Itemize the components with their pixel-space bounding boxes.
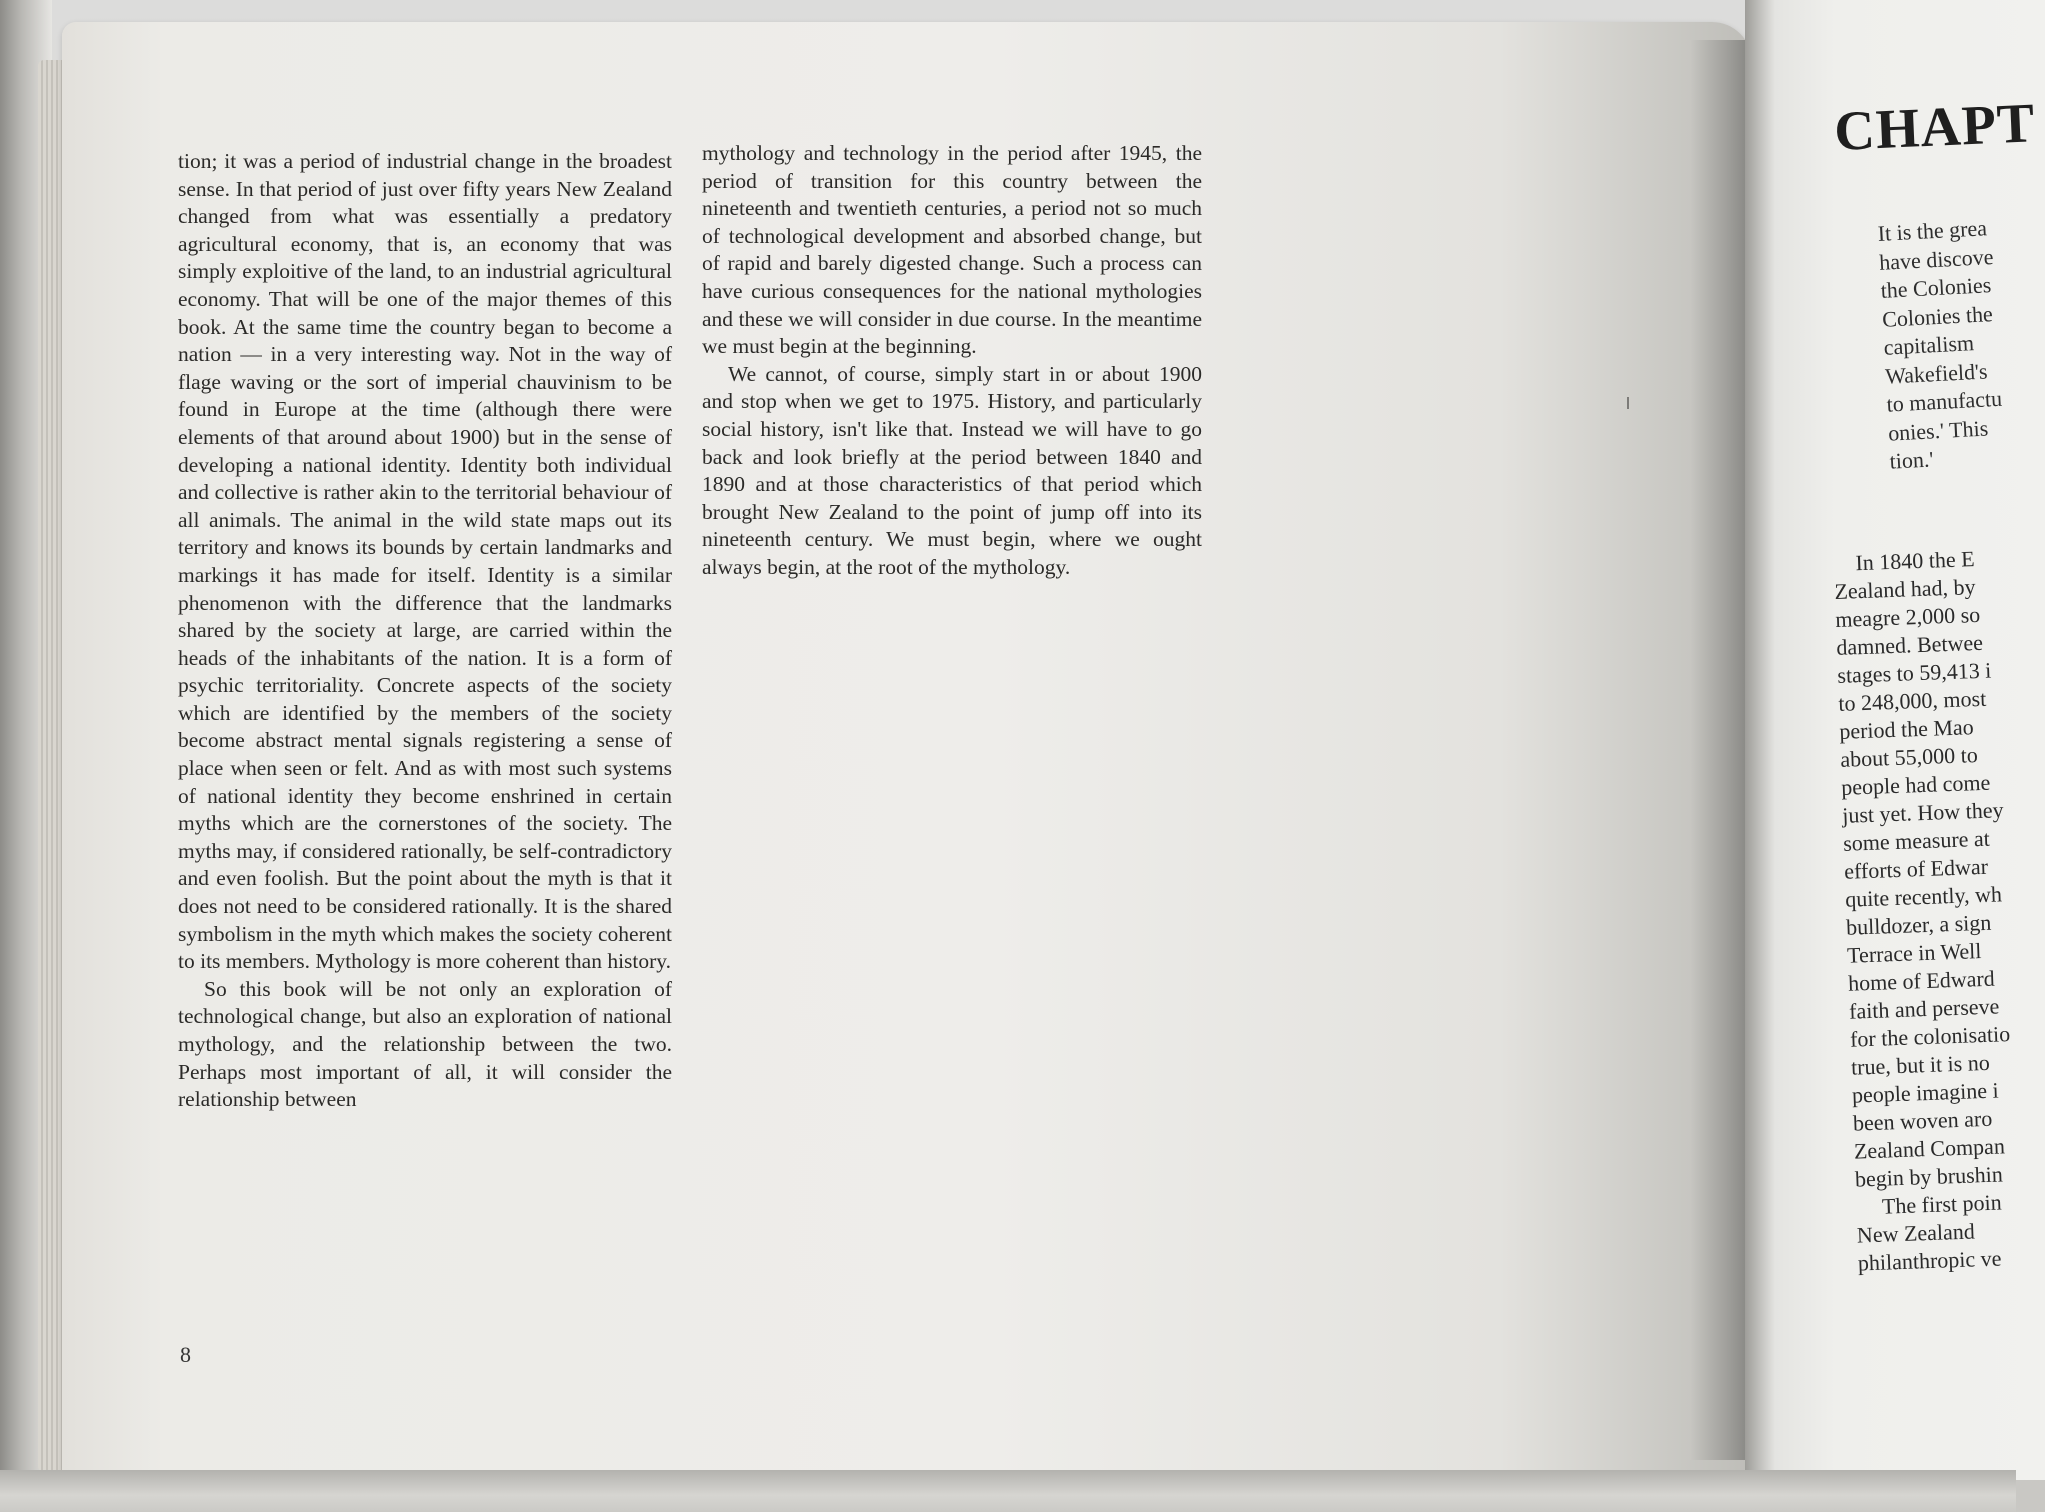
body-line: true, but it is no	[1850, 1049, 1991, 1080]
body-line: damned. Betwee	[1835, 629, 1984, 660]
paragraph: We cannot, of course, simply start in or about 1900 and stop when we get to 1975. History, and particularly social history, isn't like that. Instead we will have to go back and look briefly at the period between 1840 and 1890 and at those characteristics of that period which brought New Zealand to the point of jump off into its nineteenth century. We must begin, where we ought always begin, at the root of the mythology.	[702, 361, 1202, 579]
body-line: for the colonisatio	[1849, 1021, 2011, 1052]
text-column-1	[178, 148, 672, 1114]
body-line: stages to 59,413 i	[1836, 657, 1992, 688]
epigraph-line: Colonies the	[1881, 300, 1994, 332]
body-line: people had come	[1840, 769, 1991, 800]
epigraph-line: to manufactu	[1886, 385, 2003, 417]
body-line: New Zealand	[1856, 1218, 1976, 1248]
body-line: period the Mao	[1838, 714, 1975, 744]
epigraph-line: capitalism	[1883, 330, 1975, 360]
body-line: some measure at	[1842, 825, 1991, 856]
body-line: In 1840 the E	[1855, 546, 1975, 576]
paragraph: tion; it was a period of industrial change in the broadest sense. In that period of just over fifty years New Zealand changed from what was essentially a predatory agricultural economy, that is, an economy that was simply exploitive of the land, to an industrial agricultural economy. That will be one of the major themes of this book. At the same time the country began to become a nation — in a very interesting way. Not in the way of flage waving or the sort of imperial chauvinism to be found in Europe at the time (although there were elements of that around about 1900) but in the sense of developing a national identity. Identity both individual and collective is rather akin to the territorial behaviour of all animals. The animal in the wild state maps out its territory and knows its bounds by certain landmarks and markings it has made for itself. Identity is a similar phenomenon with the difference that the landmarks shared by the society at large, are carried within the heads of the inhabitants of the nation. It is a form of psychic territoriality. Concrete aspects of the society which are identified by the members of the society become abstract mental signals registering a sense of place when seen or felt. And as with most such systems of national identity they become enshrined in certain myths which are the cornerstones of the society. The myths may, if considered rationally, be self-contradictory and even foolish. But the point about the myth is that it does not need to be considered rationally. It is the shared symbolism in the myth which makes the society coherent to its members. Mythology is more coherent than history.	[178, 149, 672, 974]
body-line: been woven aro	[1852, 1105, 1993, 1136]
paragraph: So this book will be not only an exploration of technological change, but also an exploration of national mythology, and the relationship between the two. Perhaps most important of all, it will consider the relationship between	[178, 976, 672, 1112]
epigraph	[1877, 214, 2006, 476]
right-page	[1745, 0, 2045, 1480]
body-line: quite recently, wh	[1844, 881, 2003, 912]
table-surface	[0, 1470, 2016, 1512]
epigraph-line: It is the grea	[1877, 215, 1988, 246]
page-number: 8	[180, 1342, 191, 1367]
body-line: efforts of Edwar	[1843, 853, 1989, 884]
epigraph-line: Wakefield's	[1884, 357, 1989, 389]
body-line: meagre 2,000 so	[1834, 601, 1981, 632]
epigraph-line: tion.'	[1888, 446, 1934, 474]
epigraph-line: onies.' This	[1887, 414, 1989, 446]
chapter-heading: CHAPT	[1833, 92, 2037, 163]
text-column-2	[702, 140, 1202, 582]
body-line: faith and perseve	[1848, 993, 2000, 1024]
body-line: just yet. How they	[1841, 797, 2004, 828]
body-line: The first poin	[1881, 1189, 2003, 1219]
paragraph: mythology and technology in the period after 1945, the period of transition for this country between the nineteenth and twentieth centuries, a period not so much of technological development and absorbed change, but of rapid and barely digested change. Such a process can have curious consequences for the national mythologies and these we will consider in due course. In the meantime we must begin at the beginning.	[702, 141, 1202, 359]
body-line: home of Edward	[1847, 965, 1996, 996]
ink-mark	[1627, 397, 1629, 409]
epigraph-line: have discove	[1878, 243, 1994, 275]
epigraph-line: the Colonies	[1880, 272, 1992, 303]
body-line: Zealand had, by	[1834, 574, 1976, 604]
body-line: Zealand Compan	[1853, 1133, 2006, 1164]
right-body-text	[1833, 544, 2020, 1277]
body-line: about 55,000 to	[1839, 742, 1979, 772]
body-line: to 248,000, most	[1837, 685, 1987, 716]
body-line: Terrace in Well	[1846, 938, 1982, 968]
body-line: bulldozer, a sign	[1845, 909, 1992, 940]
body-line: begin by brushin	[1854, 1161, 2004, 1192]
body-line: philanthropic ve	[1857, 1245, 2002, 1276]
body-line: people imagine i	[1851, 1077, 2000, 1108]
